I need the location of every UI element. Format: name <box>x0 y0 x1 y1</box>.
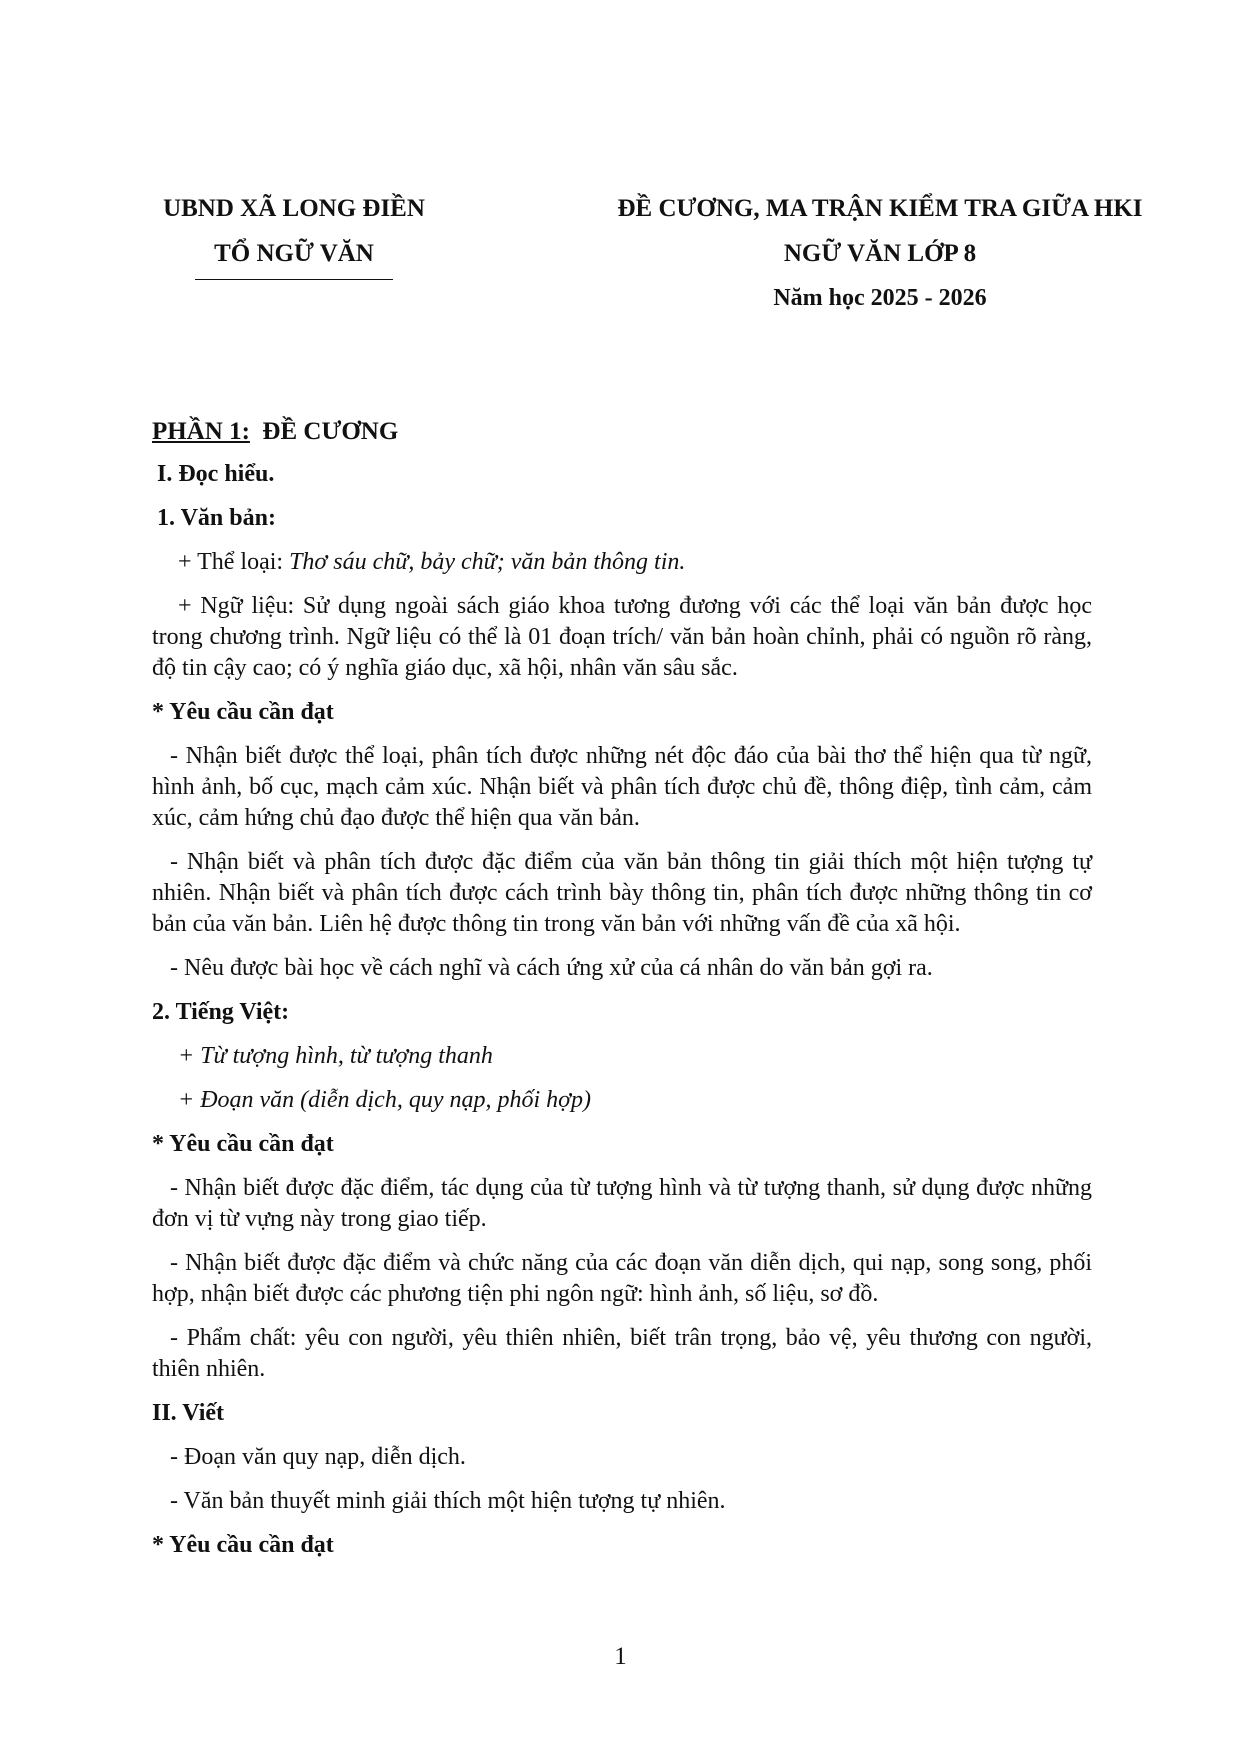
school-year: Năm học 2025 - 2026 <box>773 285 987 311</box>
requirement-paragraph: - Nhận biết và phân tích được đặc điểm của văn bản thông tin giải thích một hiện tượng tự nhiên. Nhận biết và phân tích được cách trình bày thông tin, phân tích được những thông tin cơ bản của văn bản. Liên hệ được thông tin trong văn bản với những vấn đề của xã hội. <box>152 849 1092 937</box>
requirement-paragraph: - Nêu được bài học về cách nghĩ và cách ứng xử của cá nhân do văn bản gợi ra. <box>170 955 933 981</box>
section-heading-reading: I. Đọc hiểu. <box>157 461 275 487</box>
page-number: 1 <box>614 1643 627 1670</box>
requirement-paragraph: - Nhận biết được đặc điểm, tác dụng của từ tượng hình và từ tượng thanh, sử dụng được những đơn vị từ vựng này trong giao tiếp. <box>152 1175 1092 1232</box>
genre-line <box>152 547 1092 578</box>
genre-value: Thơ sáu chữ, bảy chữ; văn bản thông tin. <box>289 549 686 575</box>
requirement-paragraph: - Nhận biết được đặc điểm và chức năng của các đoạn văn diễn dịch, qui nạp, song song, phối hợp, nhận biết được các phương tiện phi ngôn ngữ: hình ảnh, số liệu, sơ đồ. <box>152 1250 1092 1307</box>
department-name: TỔ NGỮ VĂN <box>214 240 374 267</box>
header-underline <box>195 279 393 280</box>
material-paragraph: + Ngữ liệu: Sử dụng ngoài sách giáo khoa tương đương với các thể loại văn bản được học trong chương trình. Ngữ liệu có thể là 01 đoạn trích/ văn bản hoàn chỉnh, phải có nguồn rõ ràng, độ tin cậy cao; có ý nghĩa giáo dục, xã hội, nhân văn sâu sắc. <box>152 593 1092 681</box>
requirements-heading: * Yêu cầu cần đạt <box>152 1532 334 1558</box>
document-title: ĐỀ CƯƠNG, MA TRẬN KIỂM TRA GIỮA HKI <box>617 195 1143 222</box>
part-label: PHẦN 1: <box>152 418 250 445</box>
vietnamese-topic: + Đoạn văn (diễn dịch, quy nạp, phối hợp) <box>178 1087 591 1113</box>
writing-item: - Văn bản thuyết minh giải thích một hiện tượng tự nhiên. <box>170 1488 726 1514</box>
header-left <box>150 186 438 280</box>
writing-item: - Đoạn văn quy nạp, diễn dịch. <box>170 1444 466 1470</box>
requirement-paragraph: - Phẩm chất: yêu con người, yêu thiên nhiên, biết trân trọng, bảo vệ, yêu thương con người, thiên nhiên. <box>152 1325 1092 1382</box>
section-heading-writing: II. Viết <box>152 1400 224 1426</box>
part-title: ĐỀ CƯƠNG <box>249 418 399 445</box>
part-heading <box>152 416 1092 447</box>
vietnamese-topic: + Từ tượng hình, từ tượng thanh <box>178 1043 493 1069</box>
header-right <box>570 186 1190 321</box>
requirement-paragraph: - Nhận biết được thể loại, phân tích được những nét độc đáo của bài thơ thể hiện qua từ ngữ, hình ảnh, bố cục, mạch cảm xúc. Nhận biết và phân tích được chủ đề, thông điệp, tình cảm, cảm xúc, cảm hứng chủ đạo được thể hiện qua văn bản. <box>152 743 1092 831</box>
requirements-heading: * Yêu cầu cần đạt <box>152 1131 334 1157</box>
genre-label: + Thể loại: <box>178 549 290 575</box>
document-subject: NGỮ VĂN LỚP 8 <box>783 240 977 267</box>
authority-name: UBND XÃ LONG ĐIỀN <box>163 195 425 222</box>
document-body <box>152 416 1092 1574</box>
subsection-heading-vietnamese: 2. Tiếng Việt: <box>152 999 290 1025</box>
subsection-heading-text: 1. Văn bản: <box>157 505 276 531</box>
requirements-heading: * Yêu cầu cần đạt <box>152 699 334 725</box>
